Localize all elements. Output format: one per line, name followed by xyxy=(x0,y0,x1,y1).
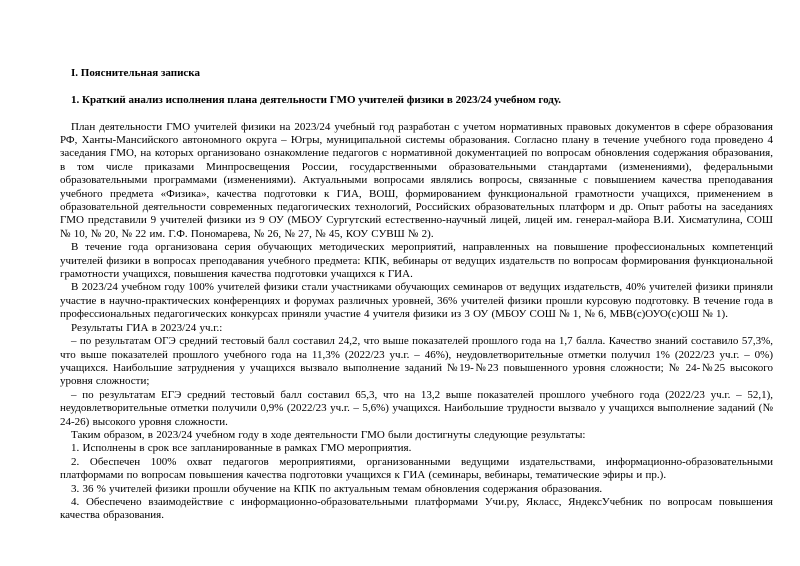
paragraph-methodical-events: В течение года организована серия обучающих методических мероприятий, направленных на повышение профессиональных компетенций учителей физики в вопросах преподавания учебного предмета: КПК, вебинары от ведущих издательств по вопросам формирования функциональной грамотности учащихся, повышения качества подготовки учащихся к ГИА. xyxy=(60,241,773,281)
paragraph-ege-results: – по результатам ЕГЭ средний тестовый балл составил 65,3, что на 13,2 выше показателей прошлого учебного года (2022/23 уч.г. – 52,1), неудовлетворительные отметки получили 0,9% (2022/23 уч.г. – 5,6%) учащихся. Наибольшие трудности вызвало у учащихся выполнение заданий (№ 24-26) высокого уровня сложности. xyxy=(60,388,773,428)
subsection-heading: 1. Краткий анализ исполнения плана деятельности ГМО учителей физики в 2023/24 учебном году. xyxy=(71,93,561,106)
paragraph-gia-results-label: Результаты ГИА в 2023/24 уч.г.: xyxy=(71,321,223,334)
paragraph-plan-overview: План деятельности ГМО учителей физики на 2023/24 учебный год разработан с учетом нормативных правовых документов в сфере образования РФ, Ханты-Мансийского автономного округа – Югры, муниципальной системы образования. Согласно плану в течение учебного года проведено 4 заседания ГМО, на которых организовано ознакомление педагогов с нормативной документацией по вопросам обновления содержания образования, в том числе приказами Минпросвещения России, государственными образовательными стандартами (изменениями), федеральными образовательными программами (изменениями). Актуальными вопросами являлись вопросы, связанные с повышением качества преподавания учебного предмета «Физика», качества подготовки к ГИА, ВОШ, формированием функциональной грамотности учащихся, применением в образовательной деятельности современных педагогических технологий, Российских образовательных платформ и др. Опыт работы на заседаниях ГМО представили 9 учителей физики из 9 ОУ (МБОУ Сургутский естественно-научный лицей, лицей им. генерал-майора В.И. Хисматулина, СОШ № 10, № 20, № 22 им. Г.Ф. Пономарева, № 26, № 27, № 45, КОУ СУВШ № 2). xyxy=(60,120,773,240)
paragraph-teacher-participation: В 2023/24 учебном году 100% учителей физики стали участниками обучающих семинаров от ведущих издательств, 40% учителей физики приняли участие в научно-практических конференциях и форумах различных уровней, 36% учителей физики прошли курсовую подготовку. В течение года в профессиональных педагогических конкурсах приняли участие 4 учителя физики из 3 ОУ (МБОУ СОШ № 1, № 6, МБВ(с)ОУО(с)ОШ № 1). xyxy=(60,281,773,321)
paragraph-oge-results: – по результатам ОГЭ средний тестовый балл составил 24,2, что выше показателей прошлого года на 1,7 балла. Качество знаний составило 57,3%, что выше показателей прошлого учебного года на 11,3% (2022/23 уч.г. – 46%), неудовлетворительные отметки получил 1% (2022/23 уч.г. – 0%) учащихся. Наибольшие затруднения у учащихся вызвало выполнение заданий №19-№23 повышенного уровня сложности; № 24-№25 высокого уровня сложности; xyxy=(60,335,773,388)
paragraph-results-intro: Таким образом, в 2023/24 учебном году в ходе деятельности ГМО были достигнуты следующие результаты: xyxy=(71,428,586,441)
result-item-1: 1. Исполнены в срок все запланированные в рамках ГМО мероприятия. xyxy=(71,442,412,455)
result-item-2: 2. Обеспечен 100% охват педагогов мероприятиями, организованными ведущими издательствами, информационно-образовательными платформами по вопросам повышения качества подготовки учащихся к ГИА (семинары, вебинары, тематические эфиры и пр.). xyxy=(60,455,773,482)
section-heading: I. Пояснительная записка xyxy=(71,67,200,79)
result-item-4: 4. Обеспечено взаимодействие с информационно-образовательными платформами Учи.ру, Якласс, ЯндексУчебник по вопросам повышения качества образования. xyxy=(60,495,773,522)
result-item-3: 3. 36 % учителей физики прошли обучение на КПК по актуальным темам обновления содержания образования. xyxy=(71,482,603,495)
